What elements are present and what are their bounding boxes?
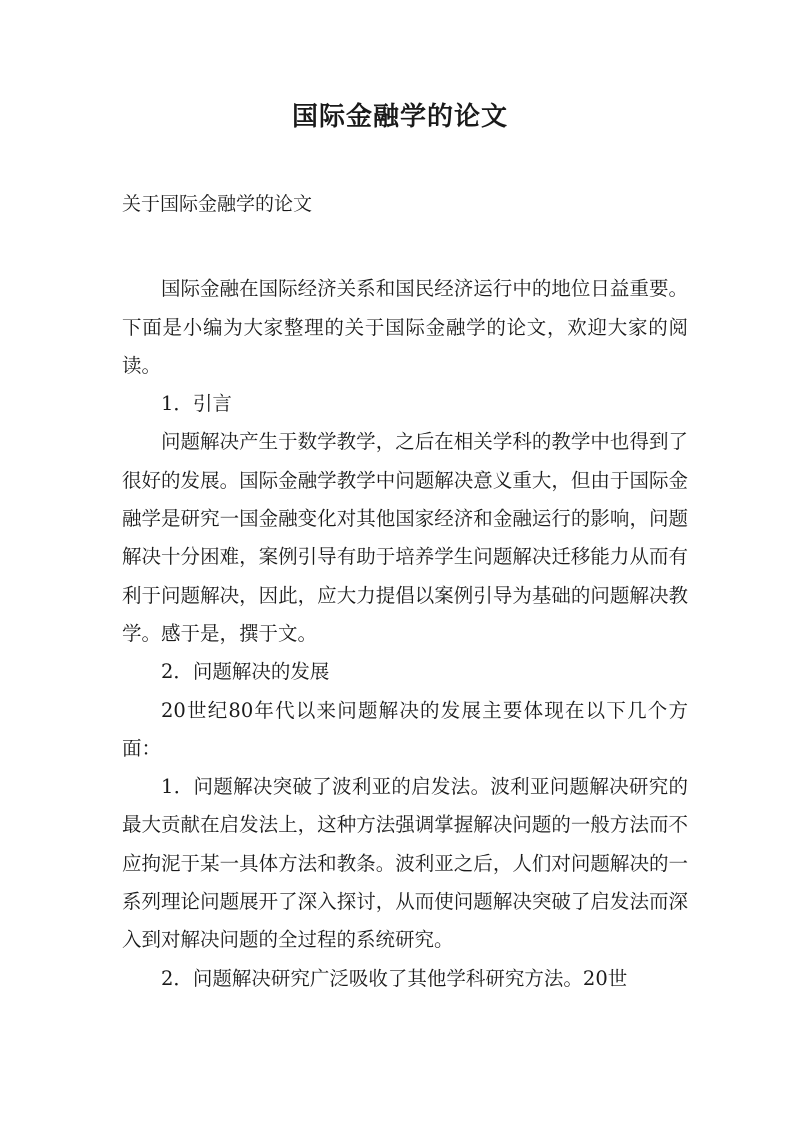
section-heading-introduction: 1．引言: [161, 392, 232, 416]
blank-line: [122, 232, 688, 270]
paragraph-intro: 国际金融在国际经济关系和国民经济运行中的地位日益重要。下面是小编为大家整理的关于国际金融学的论文，欢迎大家的阅读。: [122, 277, 688, 377]
document-subtitle: 关于国际金融学的论文: [122, 193, 313, 215]
document-title: 国际金融学的论文: [291, 102, 508, 132]
paragraph-background: 问题解决产生于数学教学，之后在相关学科的教学中也得到了很好的发展。国际金融学教学中问题解决意义重大，但由于国际金融学是研究一国金融变化对其他国家经济和金融运行的影响，问题解决十分困难，案例引导有助于培养学生问题解决迁移能力从而有利于问题解决，因此，应大力提倡以案例引导为基础的问题解决教学。感于是，撰于文。: [122, 430, 688, 645]
paragraph-point-2: 2．问题解决研究广泛吸收了其他学科研究方法。20世: [161, 966, 628, 990]
section-heading-development: 2．问题解决的发展: [161, 660, 330, 684]
document-body: [122, 232, 688, 998]
paragraph-point-1: 1．问题解决突破了波利亚的启发法。波利亚问题解决研究的最大贡献在启发法上，这种方法强调掌握解决问题的一般方法而不应拘泥于某一具体方法和教条。波利亚之后，人们对问题解决的一系列理论问题展开了深入探讨，从而使问题解决突破了启发法而深入到对解决问题的全过程的系统研究。: [122, 775, 688, 952]
paragraph-aspects: 20世纪80年代以来问题解决的发展主要体现在以下几个方面：: [122, 698, 688, 760]
